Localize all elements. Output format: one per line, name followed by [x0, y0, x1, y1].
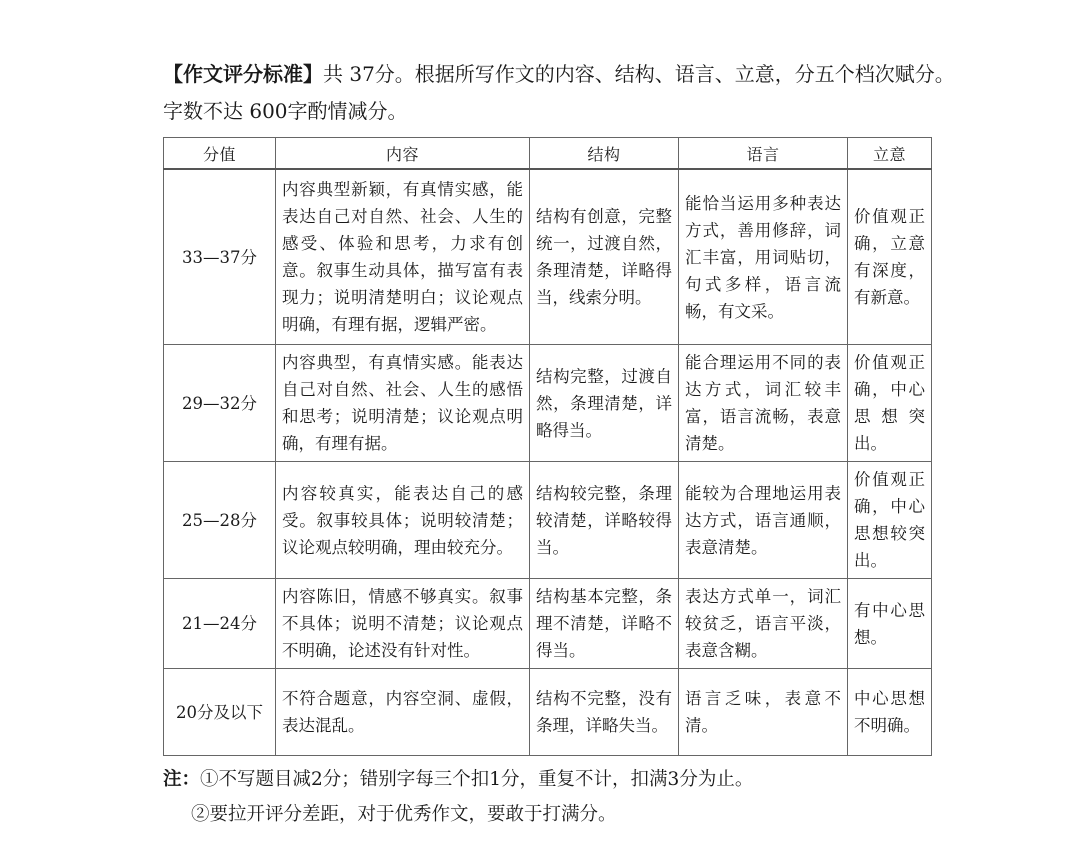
score-cell: 25—28分 — [164, 462, 276, 579]
content-cell: 内容较真实，能表达自己的感受。叙事较具体；说明较清楚；议论观点较明确，理由较充分。 — [276, 462, 530, 579]
table-header-row — [164, 138, 932, 170]
language-cell: 能较为合理地运用表达方式，语言通顺，表意清楚。 — [679, 462, 848, 579]
score-cell: 29—32分 — [164, 345, 276, 462]
structure-cell: 结构较完整，条理较清楚，详略较得当。 — [530, 462, 679, 579]
scoring-rubric-table — [163, 137, 932, 756]
content-cell: 内容典型，有真情实感。能表达自己对自然、社会、人生的感悟和思考；说明清楚；议论观点明确，有理有据。 — [276, 345, 530, 462]
language-cell: 表达方式单一，词汇较贫乏，语言平淡，表意含糊。 — [679, 579, 848, 669]
idea-cell: 中心思想不明确。 — [848, 669, 932, 756]
intro-label: 【作文评分标准】 — [163, 62, 323, 86]
note-2: ②要拉开评分差距，对于优秀作文，要敢于打满分。 — [191, 804, 617, 825]
language-cell: 语言乏味，表意不清。 — [679, 669, 848, 756]
header-language: 语言 — [679, 138, 848, 170]
structure-cell: 结构完整，过渡自然，条理清楚，详略得当。 — [530, 345, 679, 462]
header-idea: 立意 — [848, 138, 932, 170]
language-cell: 能恰当运用多种表达方式，善用修辞，词汇丰富，用词贴切，句式多样，语言流畅，有文采。 — [679, 169, 848, 345]
note-1 — [163, 762, 963, 797]
table-row — [164, 669, 932, 756]
language-cell: 能合理运用不同的表达方式，词汇较丰富，语言流畅，表意清楚。 — [679, 345, 848, 462]
content-cell: 内容陈旧，情感不够真实。叙事不具体；说明不清楚；议论观点不明确，论述没有针对性。 — [276, 579, 530, 669]
intro-line-2: 字数不达 600字酌情减分。 — [163, 99, 408, 123]
structure-cell: 结构不完整，没有条理，详略失当。 — [530, 669, 679, 756]
idea-cell: 价值观正确，中心思想较突出。 — [848, 462, 932, 579]
content-cell: 内容典型新颖，有真情实感，能表达自己对自然、社会、人生的感受、体验和思考，力求有创意。叙事生动具体，描写富有表现力；说明清楚明白；议论观点明确，有理有据，逻辑严密。 — [276, 169, 530, 345]
notes-section — [163, 762, 963, 832]
header-structure: 结构 — [530, 138, 679, 170]
intro-line-1 — [163, 56, 963, 93]
table-row — [164, 462, 932, 579]
table-row — [164, 579, 932, 669]
structure-cell: 结构基本完整，条理不清楚，详略不得当。 — [530, 579, 679, 669]
notes-label: 注： — [163, 769, 201, 790]
header-content: 内容 — [276, 138, 530, 170]
content-cell: 不符合题意，内容空洞、虚假，表达混乱。 — [276, 669, 530, 756]
idea-cell: 价值观正确，立意有深度，有新意。 — [848, 169, 932, 345]
idea-cell: 有中心思想。 — [848, 579, 932, 669]
scoring-standard-intro — [163, 56, 963, 130]
table-row — [164, 169, 932, 345]
score-cell: 20分及以下 — [164, 669, 276, 756]
header-score: 分值 — [164, 138, 276, 170]
idea-cell: 价值观正确，中心思想突出。 — [848, 345, 932, 462]
score-cell: 33—37分 — [164, 169, 276, 345]
intro-line-1-text: 共 37分。根据所写作文的内容、结构、语言、立意，分五个档次赋分。 — [323, 62, 955, 86]
score-cell: 21—24分 — [164, 579, 276, 669]
structure-cell: 结构有创意，完整统一，过渡自然，条理清楚，详略得当，线索分明。 — [530, 169, 679, 345]
table-row — [164, 345, 932, 462]
note-1-text: ①不写题目减2分；错别字每三个扣1分，重复不计，扣满3分为止。 — [200, 769, 754, 790]
